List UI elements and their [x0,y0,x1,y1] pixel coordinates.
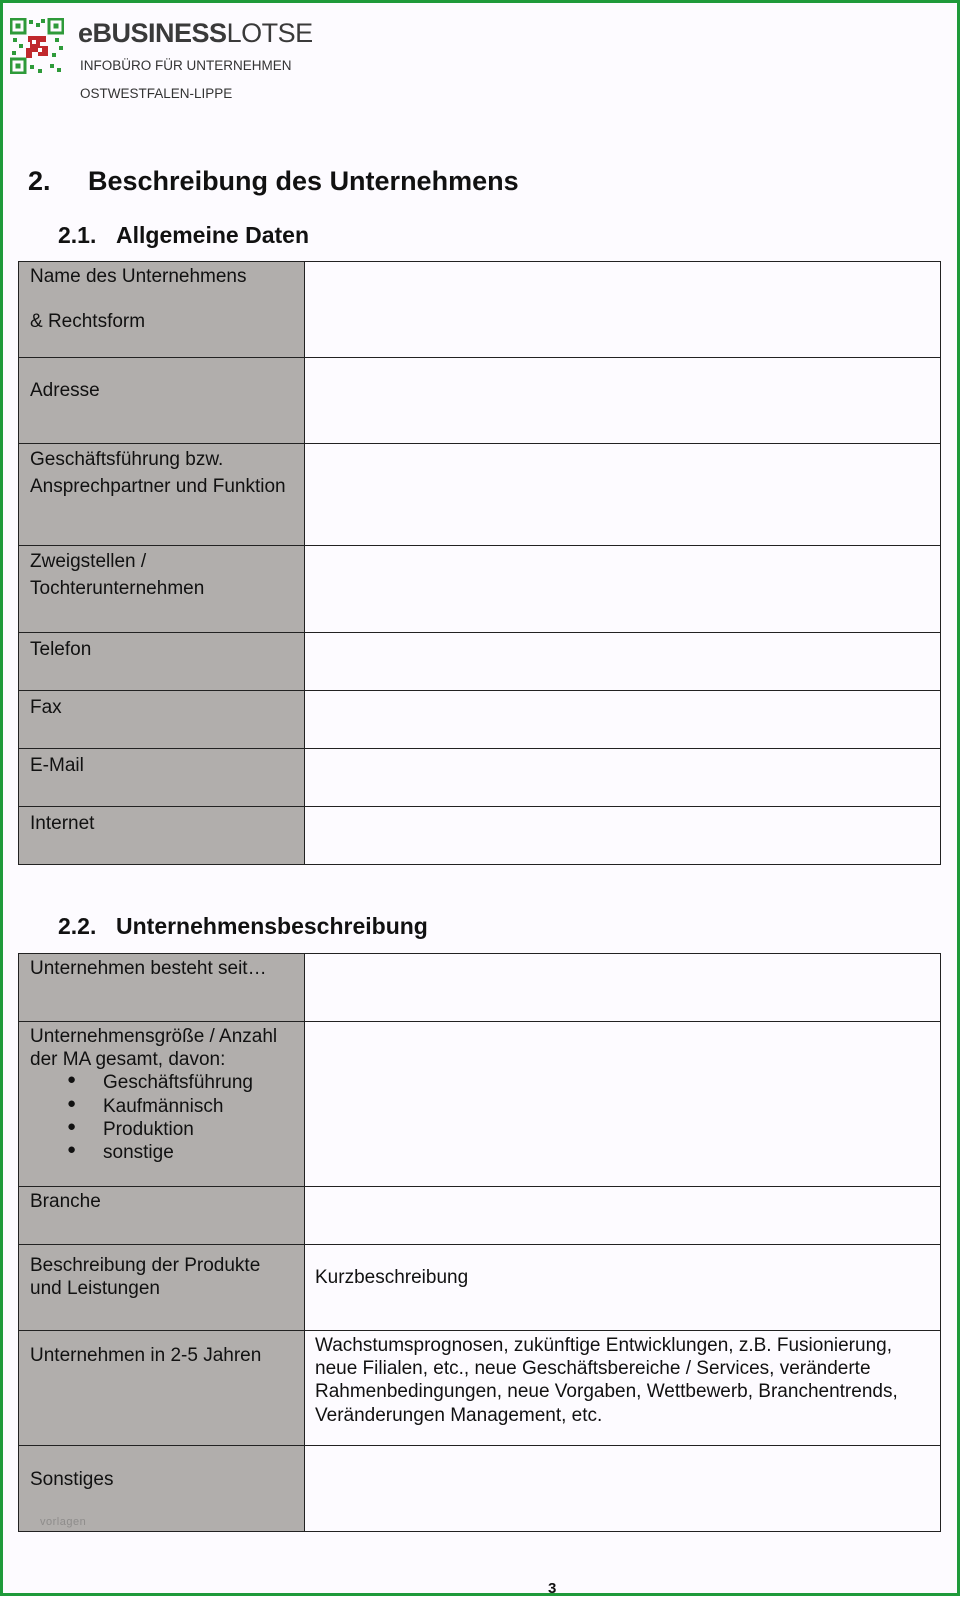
watermark: vorlagen [40,1516,87,1528]
other-field[interactable] [305,1446,941,1532]
row-label [19,633,305,691]
subsection-heading-company-description [58,913,428,940]
section-title: Beschreibung des Unternehmens [88,166,519,196]
page-number: 3 [548,1580,557,1597]
row-label [19,691,305,749]
table-row [19,633,941,691]
general-data-table [18,261,941,865]
row-label [19,358,305,444]
company-description-table [18,953,941,1532]
row-label [19,444,305,546]
label-company-size: Unternehmensgröße / Anzahl der MA gesamt, davon: [30,1026,278,1071]
table-row [19,1446,941,1532]
table-row [19,1187,941,1245]
table-row [19,1245,941,1331]
subsection-number: 2.1. [58,222,97,248]
fax-field[interactable] [305,691,941,749]
row-label [19,1245,305,1331]
row-label [19,1331,305,1446]
label-industry: Branche [30,1191,101,1212]
table-row [19,262,941,358]
company-size-field[interactable] [305,1022,941,1187]
list-item: ● Produktion [30,1118,294,1141]
table-row [19,807,941,865]
section-number: 2. [28,166,51,196]
list-item: ● Kaufmännisch [30,1095,294,1118]
outlook-hint: Wachstumsprognosen, zukünftige Entwicklungen, z.B. Fusionierung, neue Filialen, etc., neue Geschäftsbereiche / Services, veränderte Rahmenbedingungen, neue Vorgaben, Wettbewerb, Branchentrends, Veränderungen Management, etc. [315,1335,898,1426]
label-legal-form: & Rechtsform [30,311,146,333]
qr-logo-icon [10,18,64,74]
label-address: Adresse [30,380,100,401]
label-email: E-Mail [30,755,84,776]
subsection-title: Allgemeine Daten [116,222,309,248]
founded-field[interactable] [305,954,941,1022]
employee-breakdown-list [30,1071,294,1164]
email-field[interactable] [305,749,941,807]
table-row [19,749,941,807]
branches-field[interactable] [305,546,941,633]
label-other: Sonstiges [30,1469,114,1490]
outlook-field[interactable] [305,1331,941,1446]
phone-field[interactable] [305,633,941,691]
list-item: ● Geschäftsführung [30,1071,294,1094]
label-branches: Zweigstellen / Tochterunternehmen [30,551,205,599]
address-field[interactable] [305,358,941,444]
label-founded: Unternehmen besteht seit… [30,958,267,979]
internet-field[interactable] [305,807,941,865]
company-name-field[interactable] [305,262,941,358]
industry-field[interactable] [305,1187,941,1245]
table-row [19,444,941,546]
management-field[interactable] [305,444,941,546]
products-field[interactable] [305,1245,941,1331]
ebusinesslotse-logo [10,18,330,108]
subsection-number: 2.2. [58,913,97,939]
label-fax: Fax [30,697,62,718]
table-row [19,954,941,1022]
row-label [19,546,305,633]
logo-brand [78,18,313,49]
row-label [19,1187,305,1245]
logo-subtitle: INFOBÜRO FÜR UNTERNEHMEN [80,58,292,73]
logo-brand-light: LOTSE [226,18,313,48]
row-label [19,1022,305,1187]
table-row [19,358,941,444]
section-heading [28,166,519,197]
products-hint: Kurzbeschreibung [315,1267,469,1288]
subsection-title: Unternehmensbeschreibung [116,913,428,939]
row-label [19,749,305,807]
label-management: Geschäftsführung bzw. Ansprechpartner und Funktion [30,449,286,497]
label-products: Beschreibung der Produkte und Leistungen [30,1255,261,1300]
label-outlook: Unternehmen in 2-5 Jahren [30,1345,262,1366]
table-row [19,1331,941,1446]
row-label [19,807,305,865]
row-label [19,954,305,1022]
logo-brand-bold: eBUSINESS [78,18,227,48]
label-company-name: Name des Unternehmens [30,266,247,287]
row-label [19,262,305,358]
table-row [19,546,941,633]
table-row [19,691,941,749]
label-phone: Telefon [30,639,92,660]
logo-region: OSTWESTFALEN-LIPPE [80,86,233,101]
table-row [19,1022,941,1187]
subsection-heading-general-data [58,222,309,249]
label-internet: Internet [30,813,95,834]
list-item: ● sonstige [30,1141,294,1164]
